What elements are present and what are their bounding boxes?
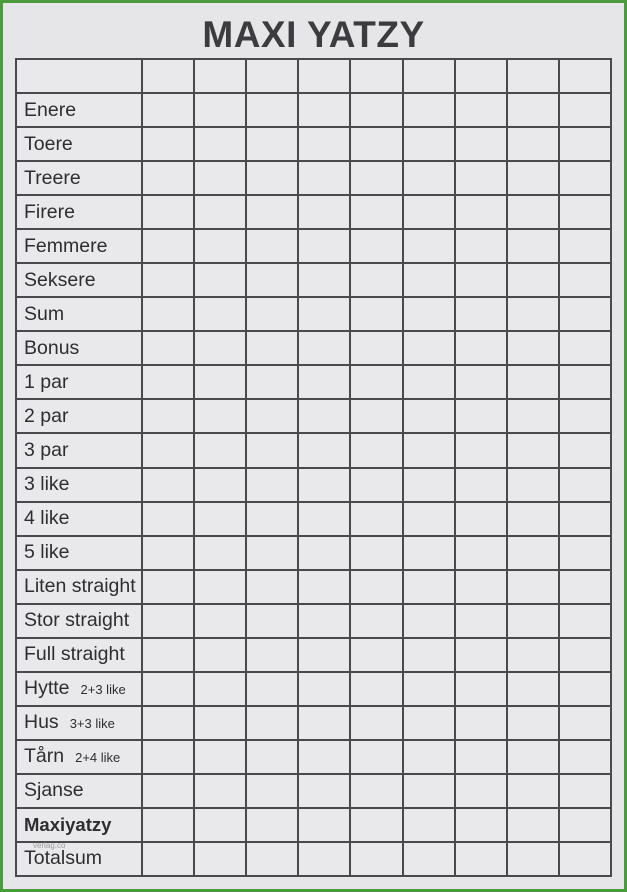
- row-label: [17, 775, 141, 807]
- score-cell[interactable]: [299, 128, 349, 160]
- score-cell[interactable]: [143, 60, 193, 92]
- score-cell[interactable]: [247, 230, 297, 262]
- score-cell[interactable]: [195, 537, 245, 569]
- score-cell[interactable]: [143, 196, 193, 228]
- score-cell[interactable]: [508, 843, 558, 875]
- score-cell[interactable]: [351, 196, 401, 228]
- score-cell[interactable]: [508, 264, 558, 296]
- score-cell[interactable]: [143, 434, 193, 466]
- score-cell[interactable]: [299, 469, 349, 501]
- score-cell[interactable]: [195, 707, 245, 739]
- row-label-text: Totalsum: [24, 847, 103, 870]
- score-cell[interactable]: [247, 571, 297, 603]
- score-cell[interactable]: [351, 400, 401, 432]
- score-cell[interactable]: [560, 741, 610, 773]
- score-cell[interactable]: [195, 741, 245, 773]
- score-cell[interactable]: [299, 434, 349, 466]
- score-cell[interactable]: [351, 366, 401, 398]
- score-cell[interactable]: [560, 639, 610, 671]
- score-cell[interactable]: [247, 639, 297, 671]
- score-cell[interactable]: [195, 469, 245, 501]
- score-cell[interactable]: [143, 503, 193, 535]
- row-label-text: Full straight: [24, 643, 125, 666]
- score-cell[interactable]: [143, 775, 193, 807]
- score-cell[interactable]: [508, 741, 558, 773]
- footnote: verlag.co: [33, 841, 66, 850]
- sheet-title: MAXI YATZY: [202, 14, 425, 55]
- score-cell[interactable]: [351, 230, 401, 262]
- score-cell[interactable]: [404, 128, 454, 160]
- score-cell[interactable]: [299, 94, 349, 126]
- score-cell[interactable]: [404, 162, 454, 194]
- row-label-text: 5 like: [24, 541, 70, 564]
- score-cell[interactable]: [351, 537, 401, 569]
- score-sheet: [3, 3, 624, 889]
- score-cell[interactable]: [195, 162, 245, 194]
- row-label-text: 2 par: [24, 404, 69, 427]
- score-cell[interactable]: [195, 264, 245, 296]
- row-label-text: Enere: [24, 98, 77, 121]
- score-cell[interactable]: [560, 809, 610, 841]
- row-label-text: Stor straight: [24, 609, 130, 632]
- score-cell[interactable]: [247, 707, 297, 739]
- score-cell[interactable]: [404, 332, 454, 364]
- score-cell[interactable]: [508, 60, 558, 92]
- score-cell[interactable]: [404, 537, 454, 569]
- score-cell[interactable]: [404, 230, 454, 262]
- row-label: [17, 128, 141, 160]
- score-cell[interactable]: [560, 775, 610, 807]
- score-cell[interactable]: [351, 434, 401, 466]
- score-cell[interactable]: [456, 366, 506, 398]
- score-cell[interactable]: [351, 162, 401, 194]
- row-label-text: Liten straight: [24, 575, 136, 598]
- score-cell[interactable]: [508, 639, 558, 671]
- score-cell[interactable]: [195, 230, 245, 262]
- row-label-text: 3 like: [24, 473, 70, 496]
- score-cell[interactable]: [351, 843, 401, 875]
- row-label: [17, 673, 141, 705]
- score-cell[interactable]: [351, 775, 401, 807]
- score-cell[interactable]: [247, 537, 297, 569]
- score-cell[interactable]: [456, 537, 506, 569]
- score-cell[interactable]: [351, 503, 401, 535]
- score-cell[interactable]: [508, 605, 558, 637]
- score-cell[interactable]: [560, 434, 610, 466]
- score-cell[interactable]: [508, 707, 558, 739]
- score-cell[interactable]: [456, 60, 506, 92]
- row-label: [17, 196, 141, 228]
- score-cell[interactable]: [508, 94, 558, 126]
- score-cell[interactable]: [143, 707, 193, 739]
- score-cell[interactable]: [143, 571, 193, 603]
- score-cell[interactable]: [247, 366, 297, 398]
- score-cell[interactable]: [404, 707, 454, 739]
- score-cell[interactable]: [195, 809, 245, 841]
- score-cell[interactable]: [143, 469, 193, 501]
- row-label: [17, 264, 141, 296]
- score-cell[interactable]: [404, 298, 454, 330]
- score-cell[interactable]: [456, 94, 506, 126]
- score-cell[interactable]: [456, 571, 506, 603]
- score-cell[interactable]: [508, 128, 558, 160]
- score-cell[interactable]: [560, 94, 610, 126]
- row-label: [17, 230, 141, 262]
- score-cell[interactable]: [247, 264, 297, 296]
- score-cell[interactable]: [299, 809, 349, 841]
- row-label: [17, 94, 141, 126]
- score-cell[interactable]: [195, 128, 245, 160]
- score-cell[interactable]: [560, 332, 610, 364]
- score-cell[interactable]: [508, 400, 558, 432]
- score-cell[interactable]: [456, 741, 506, 773]
- score-cell[interactable]: [351, 469, 401, 501]
- score-cell[interactable]: [560, 605, 610, 637]
- score-cell[interactable]: [404, 196, 454, 228]
- score-cell[interactable]: [299, 537, 349, 569]
- score-cell[interactable]: [351, 571, 401, 603]
- score-cell[interactable]: [247, 400, 297, 432]
- score-cell[interactable]: [456, 196, 506, 228]
- score-cell[interactable]: [508, 366, 558, 398]
- row-label: [17, 434, 141, 466]
- score-cell[interactable]: [143, 400, 193, 432]
- score-cell[interactable]: [560, 60, 610, 92]
- score-cell[interactable]: [143, 843, 193, 875]
- row-label: [17, 503, 141, 535]
- score-cell[interactable]: [247, 434, 297, 466]
- score-cell[interactable]: [508, 571, 558, 603]
- score-cell[interactable]: [299, 673, 349, 705]
- row-label-note: 3+3 like: [69, 716, 115, 732]
- row-label-text: Hytte: [24, 677, 70, 700]
- row-label-text: Sjanse: [24, 779, 84, 802]
- score-cell[interactable]: [404, 94, 454, 126]
- score-cell[interactable]: [508, 673, 558, 705]
- score-cell[interactable]: [299, 843, 349, 875]
- score-cell[interactable]: [195, 639, 245, 671]
- score-cell[interactable]: [351, 809, 401, 841]
- score-cell[interactable]: [247, 605, 297, 637]
- score-cell[interactable]: [195, 196, 245, 228]
- row-label-text: Hus: [24, 711, 59, 734]
- score-cell[interactable]: [351, 741, 401, 773]
- row-label: [17, 60, 141, 92]
- score-cell[interactable]: [247, 94, 297, 126]
- score-cell[interactable]: [404, 775, 454, 807]
- score-cell[interactable]: [404, 434, 454, 466]
- score-cell[interactable]: [404, 605, 454, 637]
- score-cell[interactable]: [351, 673, 401, 705]
- score-cell[interactable]: [351, 639, 401, 671]
- score-cell[interactable]: [560, 469, 610, 501]
- score-cell[interactable]: [247, 196, 297, 228]
- score-cell[interactable]: [195, 94, 245, 126]
- score-cell[interactable]: [299, 230, 349, 262]
- row-label-text: Treere: [24, 166, 81, 189]
- score-cell[interactable]: [143, 332, 193, 364]
- score-cell[interactable]: [508, 469, 558, 501]
- score-cell[interactable]: [299, 503, 349, 535]
- score-cell[interactable]: [195, 332, 245, 364]
- score-cell[interactable]: [560, 230, 610, 262]
- score-cell[interactable]: [195, 503, 245, 535]
- score-cell[interactable]: [560, 537, 610, 569]
- row-label-text: 4 like: [24, 507, 70, 530]
- score-cell[interactable]: [508, 809, 558, 841]
- score-cell[interactable]: [247, 469, 297, 501]
- score-cell[interactable]: [143, 605, 193, 637]
- row-label-note: 2+3 like: [80, 682, 126, 698]
- score-cell[interactable]: [508, 298, 558, 330]
- score-cell[interactable]: [560, 503, 610, 535]
- score-cell[interactable]: [560, 264, 610, 296]
- score-grid: [15, 58, 612, 877]
- score-cell[interactable]: [508, 434, 558, 466]
- row-label-text: Firere: [24, 200, 75, 223]
- score-cell[interactable]: [299, 196, 349, 228]
- score-cell[interactable]: [508, 332, 558, 364]
- score-cell[interactable]: [247, 843, 297, 875]
- score-cell[interactable]: [560, 366, 610, 398]
- score-cell[interactable]: [351, 707, 401, 739]
- score-cell[interactable]: [404, 503, 454, 535]
- row-label: [17, 639, 141, 671]
- score-cell[interactable]: [143, 366, 193, 398]
- score-cell[interactable]: [143, 639, 193, 671]
- score-cell[interactable]: [404, 673, 454, 705]
- score-cell[interactable]: [508, 537, 558, 569]
- score-cell[interactable]: [247, 775, 297, 807]
- row-label-text: 3 par: [24, 438, 69, 461]
- score-cell[interactable]: [351, 605, 401, 637]
- score-cell[interactable]: [404, 400, 454, 432]
- score-cell[interactable]: [456, 775, 506, 807]
- score-cell[interactable]: [299, 639, 349, 671]
- score-cell[interactable]: [195, 434, 245, 466]
- score-cell[interactable]: [195, 400, 245, 432]
- score-cell[interactable]: [195, 673, 245, 705]
- row-label: [17, 741, 141, 773]
- score-cell[interactable]: [195, 366, 245, 398]
- row-label: [17, 571, 141, 603]
- score-cell[interactable]: [299, 264, 349, 296]
- score-cell[interactable]: [247, 162, 297, 194]
- row-label-text: Sum: [24, 302, 65, 325]
- score-cell[interactable]: [195, 775, 245, 807]
- score-cell[interactable]: [404, 60, 454, 92]
- row-label: [17, 366, 141, 398]
- score-cell[interactable]: [351, 298, 401, 330]
- row-label-text: Tårn: [24, 745, 65, 768]
- score-cell[interactable]: [299, 400, 349, 432]
- score-cell[interactable]: [247, 741, 297, 773]
- score-cell[interactable]: [508, 162, 558, 194]
- score-cell[interactable]: [299, 775, 349, 807]
- score-cell[interactable]: [247, 128, 297, 160]
- score-cell[interactable]: [299, 366, 349, 398]
- score-cell[interactable]: [560, 162, 610, 194]
- row-label: [17, 469, 141, 501]
- score-cell[interactable]: [247, 332, 297, 364]
- score-cell[interactable]: [560, 673, 610, 705]
- row-label-text: Maxiyatzy: [24, 813, 112, 835]
- score-cell[interactable]: [456, 400, 506, 432]
- score-cell[interactable]: [247, 503, 297, 535]
- score-cell[interactable]: [404, 843, 454, 875]
- score-cell[interactable]: [299, 707, 349, 739]
- score-cell[interactable]: [456, 639, 506, 671]
- score-cell[interactable]: [456, 809, 506, 841]
- score-cell[interactable]: [351, 128, 401, 160]
- score-cell[interactable]: [299, 298, 349, 330]
- score-cell[interactable]: [195, 298, 245, 330]
- score-cell[interactable]: [351, 264, 401, 296]
- score-cell[interactable]: [247, 809, 297, 841]
- score-cell[interactable]: [143, 809, 193, 841]
- score-cell[interactable]: [560, 298, 610, 330]
- score-cell[interactable]: [299, 741, 349, 773]
- score-cell[interactable]: [247, 673, 297, 705]
- score-cell[interactable]: [143, 94, 193, 126]
- score-cell[interactable]: [456, 434, 506, 466]
- score-cell[interactable]: [299, 162, 349, 194]
- score-cell[interactable]: [560, 400, 610, 432]
- score-cell[interactable]: [143, 741, 193, 773]
- score-cell[interactable]: [247, 60, 297, 92]
- score-cell[interactable]: [456, 673, 506, 705]
- row-label: [17, 162, 141, 194]
- score-cell[interactable]: [404, 469, 454, 501]
- score-cell[interactable]: [143, 298, 193, 330]
- score-cell[interactable]: [404, 264, 454, 296]
- row-label: [17, 809, 141, 841]
- score-cell[interactable]: [456, 162, 506, 194]
- row-label-text: Femmere: [24, 234, 108, 257]
- row-label-text: Bonus: [24, 336, 80, 359]
- score-cell[interactable]: [143, 264, 193, 296]
- score-cell[interactable]: [351, 94, 401, 126]
- score-cell[interactable]: [143, 673, 193, 705]
- score-cell[interactable]: [247, 298, 297, 330]
- score-cell[interactable]: [195, 60, 245, 92]
- score-cell[interactable]: [456, 843, 506, 875]
- score-cell[interactable]: [560, 128, 610, 160]
- score-cell[interactable]: [195, 571, 245, 603]
- score-cell[interactable]: [456, 230, 506, 262]
- score-cell[interactable]: [508, 775, 558, 807]
- score-cell[interactable]: [456, 332, 506, 364]
- score-cell[interactable]: [560, 843, 610, 875]
- score-cell[interactable]: [299, 332, 349, 364]
- score-cell[interactable]: [299, 571, 349, 603]
- score-cell[interactable]: [143, 128, 193, 160]
- score-cell[interactable]: [456, 298, 506, 330]
- score-cell[interactable]: [195, 843, 245, 875]
- score-cell[interactable]: [143, 537, 193, 569]
- score-cell[interactable]: [456, 264, 506, 296]
- score-cell[interactable]: [508, 503, 558, 535]
- score-cell[interactable]: [299, 60, 349, 92]
- score-cell[interactable]: [143, 230, 193, 262]
- score-cell[interactable]: [456, 469, 506, 501]
- score-cell[interactable]: [456, 707, 506, 739]
- score-cell[interactable]: [351, 60, 401, 92]
- row-label-text: 1 par: [24, 370, 69, 393]
- score-cell[interactable]: [351, 332, 401, 364]
- row-label: [17, 332, 141, 364]
- score-cell[interactable]: [404, 571, 454, 603]
- score-cell[interactable]: [404, 809, 454, 841]
- row-label: [17, 605, 141, 637]
- score-cell[interactable]: [508, 196, 558, 228]
- score-cell[interactable]: [560, 707, 610, 739]
- score-cell[interactable]: [508, 230, 558, 262]
- score-cell[interactable]: [404, 366, 454, 398]
- score-cell[interactable]: [560, 571, 610, 603]
- row-label-text: Toere: [24, 132, 73, 155]
- score-cell[interactable]: [404, 639, 454, 671]
- score-cell[interactable]: [560, 196, 610, 228]
- score-cell[interactable]: [456, 503, 506, 535]
- score-cell[interactable]: [143, 162, 193, 194]
- row-label: [17, 707, 141, 739]
- row-label: [17, 400, 141, 432]
- row-label: [17, 537, 141, 569]
- score-cell[interactable]: [456, 128, 506, 160]
- row-label-text: Seksere: [24, 268, 96, 291]
- row-label-note: 2+4 like: [75, 750, 121, 766]
- row-label: [17, 298, 141, 330]
- score-cell[interactable]: [299, 605, 349, 637]
- score-cell[interactable]: [195, 605, 245, 637]
- score-cell[interactable]: [456, 605, 506, 637]
- score-cell[interactable]: [404, 741, 454, 773]
